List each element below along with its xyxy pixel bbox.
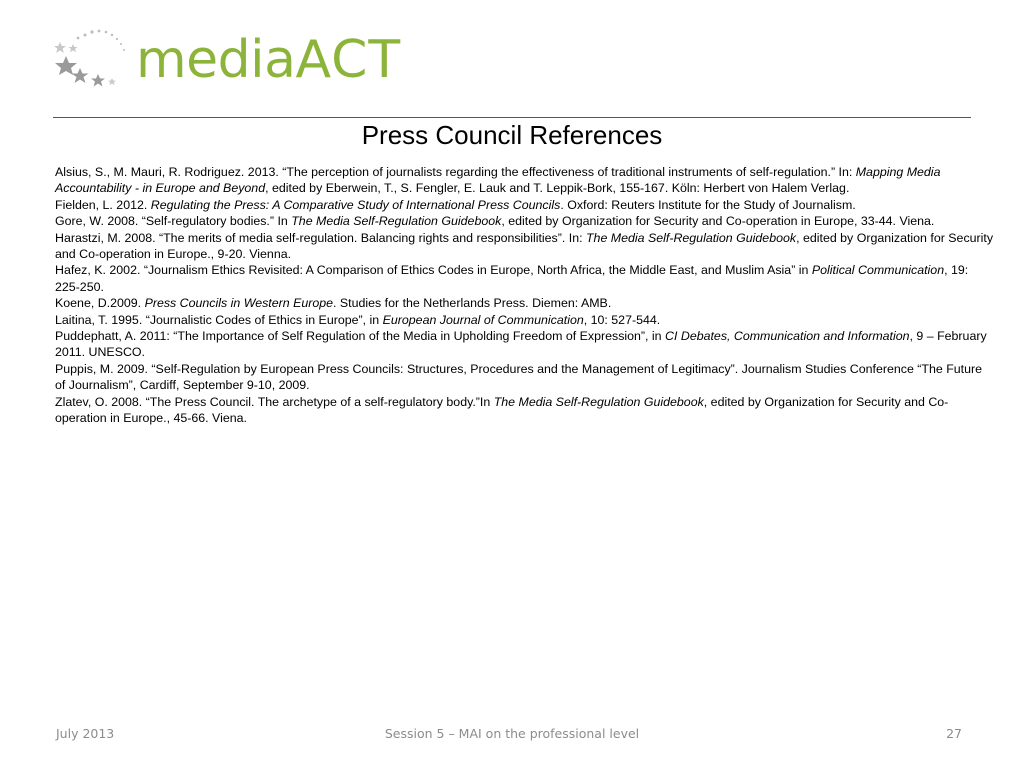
reference-title: The Media Self-Regulation Guidebook: [493, 394, 704, 409]
logo-wordmark: [136, 30, 401, 90]
reference-text: , 10: 527-544.: [583, 312, 661, 327]
reference-text: , edited by Organization for Security and Co-operation in Europe., 45-66. Viena.: [55, 394, 949, 426]
reference-list: [55, 164, 995, 427]
reference-item: [55, 213, 995, 229]
reference-text: Puddephatt, A. 2011: “The Importance of Self Regulation of the Media in Upholding Freedom of Expression”, in: [55, 329, 666, 344]
slide-title: Press Council References: [361, 120, 663, 150]
reference-text: Fielden, L. 2012.: [55, 197, 151, 212]
reference-text: , edited by Eberwein, T., S. Fengler, E. Lauk and T. Leppik-Bork, 155-167. Köln: Herbert von Halem Verlag.: [265, 181, 850, 196]
reference-text: Harastzi, M. 2008. “The merits of media self-regulation. Balancing rights and responsibilities”. In:: [55, 230, 586, 245]
reference-title: European Journal of Communication: [382, 312, 584, 327]
reference-text: Koene, D.2009.: [55, 296, 145, 311]
footer-page-number: 27: [946, 726, 962, 741]
reference-title: The Media Self-Regulation Guidebook: [291, 214, 502, 229]
reference-text: . Studies for the Netherlands Press. Diemen: AMB.: [333, 296, 612, 311]
logo-text-media: media: [136, 30, 296, 90]
reference-text: Zlatev, O. 2008. “The Press Council. The archetype of a self-regulatory body.”In: [55, 394, 494, 409]
mediaact-logo: [52, 26, 432, 96]
reference-text: Alsius, S., M. Mauri, R. Rodriguez. 2013. “The perception of journalists regarding the effectiveness of traditional instruments of self-regulation.” In:: [55, 165, 856, 179]
reference-title: Press Councils in Western Europe: [144, 296, 334, 311]
reference-text: , 9 – February 2011. UNESCO.: [55, 329, 987, 360]
reference-text: , 19: 225-250.: [55, 263, 969, 294]
stars-icon: [52, 26, 132, 92]
reference-item: [55, 312, 995, 328]
reference-item: [55, 361, 995, 394]
reference-item: [55, 328, 995, 361]
footer-session: Session 5 – MAI on the professional level: [384, 726, 640, 741]
reference-item: [55, 197, 995, 213]
reference-text: , edited by Organization for Security and Co-operation in Europe, 33-44. Viena.: [501, 214, 935, 229]
reference-item: [55, 230, 995, 263]
reference-item: [55, 295, 995, 311]
reference-text: , edited by Organization for Security and Co-operation in Europe., 9-20. Vienna.: [55, 230, 994, 262]
reference-title: CI Debates, Communication and Information: [665, 329, 910, 344]
reference-title: Mapping Media Accountability - in Europe and Beyond: [55, 165, 941, 196]
reference-title: Regulating the Press: A Comparative Study of International Press Councils: [150, 197, 561, 212]
reference-title: The Media Self-Regulation Guidebook: [585, 230, 797, 245]
reference-item: [55, 262, 995, 295]
footer-date: July 2013: [56, 726, 115, 741]
reference-text: Laitina, T. 1995. “Journalistic Codes of Ethics in Europe”, in: [55, 312, 383, 327]
reference-item: [55, 394, 995, 427]
logo-text-act: ACT: [295, 30, 402, 90]
reference-item: [55, 164, 995, 197]
reference-title: Political Communication: [811, 263, 945, 278]
reference-text: Puppis, M. 2009. “Self-Regulation by European Press Councils: Structures, Procedures and the Management of Legitimacy”. Journalism Studies Conference “The Future of Journalism”, Cardiff, September 9-10, 2009.: [55, 361, 983, 393]
reference-text: Gore, W. 2008. “Self-regulatory bodies.” In: [55, 214, 292, 229]
reference-text: Hafez, K. 2002. “Journalism Ethics Revisited: A Comparison of Ethics Codes in Europe, North Africa, the Middle East, and Muslim Asia” in: [55, 263, 812, 278]
reference-text: . Oxford: Reuters Institute for the Study of Journalism.: [560, 197, 856, 212]
